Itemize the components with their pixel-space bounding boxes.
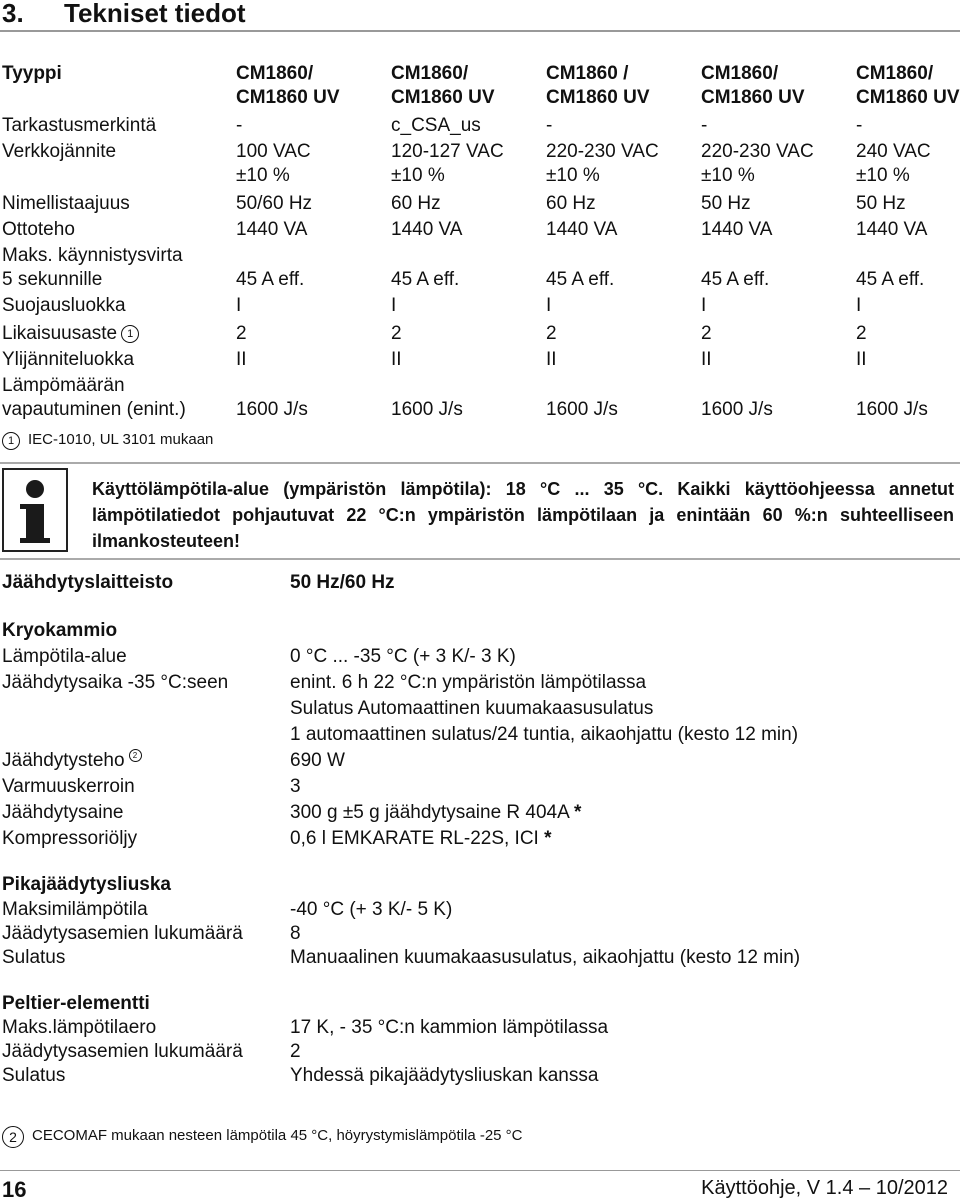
section-title: Tekniset tiedot <box>64 0 246 28</box>
footnote-marker-1: 1 <box>121 325 139 343</box>
spec-cell: 2 <box>701 323 712 344</box>
page-footer <box>0 1170 960 1203</box>
spec-cell: 100 VAC ±10 % <box>236 141 311 186</box>
cooldown-label: Jäähdytysaika -35 °C:seen <box>2 672 229 693</box>
spec-row-label: Maks. käynnistysvirta 5 sekunnille <box>2 245 183 290</box>
quickfreeze-stations-value: 8 <box>290 923 301 944</box>
spec-cell: I <box>236 295 242 316</box>
spec-row-label: Tarkastusmerkintä <box>2 115 157 136</box>
spec-cell: 50 Hz <box>701 193 751 214</box>
refrigerant-value: 300 g ±5 g jäähdytysaine R 404A <box>290 802 569 823</box>
spec-cell: I <box>856 295 862 316</box>
quickfreeze-title: Pikajäädytysliuska <box>2 874 171 895</box>
spec-cell: II <box>391 349 402 370</box>
kryokammio-title: Kryokammio <box>2 620 118 641</box>
footnote-marker-2: 2 <box>129 749 142 762</box>
spec-row-label: Suojausluokka <box>2 295 126 316</box>
cooling-power-label: Jäähdytysteho <box>2 750 125 771</box>
temp-range-value: 0 °C ... -35 °C (+ 3 K/- 3 K) <box>290 646 516 667</box>
spec-cell: 1600 J/s <box>701 399 773 420</box>
spec-cell: II <box>701 349 712 370</box>
spec-row-label: Likaisuusaste <box>2 323 118 344</box>
spec-cell: 1440 VA <box>236 219 308 240</box>
spec-cell: 60 Hz <box>546 193 596 214</box>
spec-cell: 50/60 Hz <box>236 193 313 214</box>
page-number: 16 <box>2 1177 27 1202</box>
section-number: 3. <box>2 0 24 28</box>
compressor-oil-label: Kompressoriöljy <box>2 828 138 849</box>
footnote-2 <box>2 1126 523 1148</box>
spec-cell: - <box>856 115 863 136</box>
section-header <box>0 0 960 32</box>
spec-row-label: Lämpömäärän vapautuminen (enint.) <box>2 375 186 420</box>
compressor-oil-value: 0,6 l EMKARATE RL-22S, ICI <box>290 828 539 849</box>
quickfreeze-stations-label: Jäädytysasemien lukumäärä <box>2 923 243 944</box>
spec-cell: 2 <box>856 323 867 344</box>
defrost-line-2: 1 automaattinen sulatus/24 tuntia, aikaohjattu (kesto 12 min) <box>290 724 799 745</box>
spec-cell: 1600 J/s <box>391 399 463 420</box>
peltier-defrost-label: Sulatus <box>2 1065 66 1086</box>
quickfreeze-maxtemp-label: Maksimilämpötila <box>2 899 148 920</box>
defrost-line-1: Sulatus Automaattinen kuumakaasusulatus <box>290 698 654 719</box>
footnote-marker-1: 1 <box>2 432 20 450</box>
spec-cell: - <box>701 115 708 136</box>
spec-cell: 1600 J/s <box>236 399 308 420</box>
spec-cell: 45 A eff. <box>236 269 305 290</box>
cooldown-value: enint. 6 h 22 °C:n ympäristön lämpötilassa <box>290 672 647 693</box>
spec-cell: 2 <box>236 323 247 344</box>
spec-cell: 2 <box>391 323 402 344</box>
spec-row-label: Verkkojännite <box>2 141 117 162</box>
temp-range-label: Lämpötila-alue <box>2 646 127 667</box>
footnote-2-text: CECOMAF mukaan nesteen lämpötila 45 °C, höyrystymislämpötila -25 °C <box>32 1127 523 1144</box>
spec-cell: I <box>391 295 397 316</box>
spec-cell: 220-230 VAC ±10 % <box>701 141 814 186</box>
spec-cell: c_CSA_us <box>391 115 481 136</box>
quickfreeze-maxtemp-value: -40 °C (+ 3 K/- 5 K) <box>290 899 453 920</box>
spec-row-label-wrap <box>2 322 139 346</box>
refrigerant-value-wrap <box>290 800 581 826</box>
spec-cell: 240 VAC ±10 % <box>856 141 931 186</box>
peltier-maxdiff-value: 17 K, - 35 °C:n kammion lämpötilassa <box>290 1017 609 1038</box>
compressor-oil-value-wrap <box>290 826 552 852</box>
cooling-system-value: 50 Hz/60 Hz <box>290 572 395 593</box>
refrigerant-label: Jäähdytysaine <box>2 802 124 823</box>
spec-cell: 220-230 VAC ±10 % <box>546 141 659 186</box>
quickfreeze-defrost-label: Sulatus <box>2 947 66 968</box>
spec-cell: 45 A eff. <box>391 269 460 290</box>
spec-cell: 45 A eff. <box>546 269 615 290</box>
peltier-defrost-value: Yhdessä pikajäädytysliuskan kanssa <box>290 1065 599 1086</box>
spec-cell: 1440 VA <box>546 219 618 240</box>
spec-header-cell: CM1860/ CM1860 UV <box>236 63 340 108</box>
quickfreeze-defrost-value: Manuaalinen kuumakaasusulatus, aikaohjattu (kesto 12 min) <box>290 947 801 968</box>
info-box <box>0 462 960 560</box>
peltier-stations-label: Jäädytysasemien lukumäärä <box>2 1041 243 1062</box>
spec-header-cell: CM1860/ CM1860 UV <box>391 63 495 108</box>
footnote-1-text: IEC-1010, UL 3101 mukaan <box>28 431 214 448</box>
spec-row-label: Nimellistaajuus <box>2 193 130 214</box>
spec-cell: II <box>856 349 867 370</box>
cooling-power-label-wrap <box>2 748 142 774</box>
cooling-power-value: 690 W <box>290 750 345 771</box>
peltier-title: Peltier-elementti <box>2 993 150 1014</box>
footnote-1 <box>2 430 213 450</box>
info-icon <box>2 468 68 552</box>
spec-cell: 45 A eff. <box>856 269 925 290</box>
spec-cell: I <box>546 295 552 316</box>
spec-row-label: Ottoteho <box>2 219 75 240</box>
spec-header-label: Tyyppi <box>2 63 62 84</box>
spec-cell: I <box>701 295 707 316</box>
peltier-stations-value: 2 <box>290 1041 301 1062</box>
footnote-marker-2: 2 <box>2 1126 24 1148</box>
asterisk-marker: * <box>544 828 552 849</box>
spec-cell: II <box>236 349 247 370</box>
spec-cell: 1440 VA <box>701 219 773 240</box>
spec-cell: II <box>546 349 557 370</box>
cooling-system-label: Jäähdytyslaitteisto <box>2 572 174 593</box>
spec-header-cell: CM1860/ CM1860 UV <box>701 63 805 108</box>
spec-cell: 1600 J/s <box>546 399 618 420</box>
safety-factor-label: Varmuuskerroin <box>2 776 135 797</box>
spec-cell: 120-127 VAC ±10 % <box>391 141 504 186</box>
peltier-maxdiff-label: Maks.lämpötilaero <box>2 1017 157 1038</box>
spec-cell: 45 A eff. <box>701 269 770 290</box>
document-version: Käyttöohje, V 1.4 – 10/2012 <box>701 1177 948 1199</box>
spec-row-label: Ylijänniteluokka <box>2 349 135 370</box>
spec-cell: 1440 VA <box>391 219 463 240</box>
spec-cell: 1440 VA <box>856 219 928 240</box>
spec-header-cell: CM1860/ CM1860 UV <box>856 63 960 108</box>
spec-cell: 50 Hz <box>856 193 906 214</box>
spec-cell: 1600 J/s <box>856 399 928 420</box>
spec-cell: - <box>236 115 243 136</box>
info-text: Käyttölämpötila-alue (ympäristön lämpötila): 18 °C ... 35 °C. Kaikki käyttöohjeessa annetut lämpötilatiedot pohjautuvat 22 °C:n ympäristön lämpötilaan ja enintään 60 %:n suhteelliseen ilmankosteuteen! <box>92 479 954 551</box>
spec-header-cell: CM1860 / CM1860 UV <box>546 63 650 108</box>
safety-factor-value: 3 <box>290 776 301 797</box>
asterisk-marker: * <box>574 802 582 823</box>
spec-cell: 60 Hz <box>391 193 441 214</box>
spec-cell: 2 <box>546 323 557 344</box>
spec-cell: - <box>546 115 553 136</box>
